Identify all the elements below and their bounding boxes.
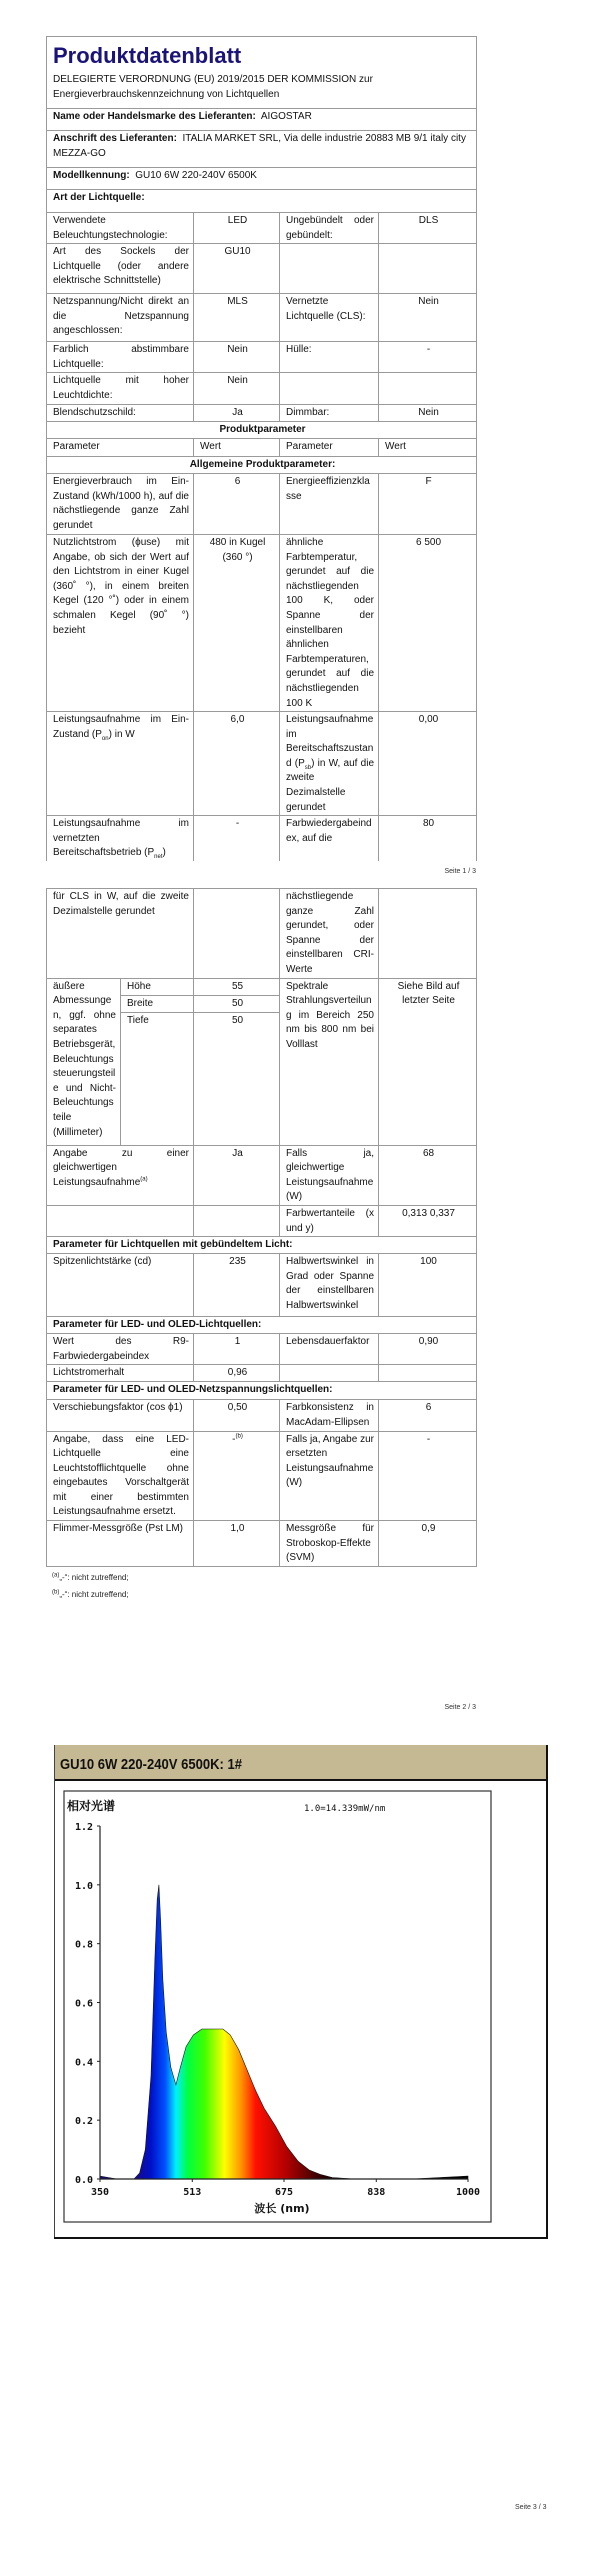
parameter-value: 6 <box>194 473 280 534</box>
parameter-label: Halbwertswinkel in Grad oder Spanne der einstellbaren Halbwertswinkel <box>280 1254 379 1317</box>
cell-text: ) in W <box>108 728 135 740</box>
parameter-label <box>280 1365 379 1382</box>
parameter-label: Verschiebungsfaktor (cos ϕ1) <box>47 1400 194 1431</box>
parameter-label: Farbwertanteile (x und y) <box>280 1205 379 1236</box>
product-datasheet-table-page-2 <box>46 888 477 1567</box>
header-cell <box>47 37 477 109</box>
light-source-type-row <box>47 190 477 213</box>
parameter-value: DLS <box>379 213 477 244</box>
table-row <box>47 1382 477 1400</box>
footnote-text: „-“: nicht zutreffend; <box>59 1573 129 1583</box>
parameter-label <box>280 712 379 816</box>
subscript: net <box>154 854 163 861</box>
cell-text: - <box>232 1433 236 1445</box>
parameter-label <box>280 373 379 405</box>
parameter-value: 0,00 <box>379 712 477 816</box>
supplier-label: Name oder Handelsmarke des Lieferanten: <box>53 111 256 122</box>
parameter-label: ähnliche Farbtemperatur, gerundet auf die nächstliegenden 100 K, oder Spanne der einstellbaren ähnlichen Farbtemperaturen, gerundet auf die nächstliegenden 100 K <box>280 534 379 711</box>
y-tick-label: 0.2 <box>74 2116 93 2128</box>
y-tick-label: 1.2 <box>74 1822 93 1833</box>
model-cell <box>47 168 477 190</box>
parameter-label: für CLS in W, auf die zweite Dezimalstelle gerundet <box>47 889 194 979</box>
address-row <box>47 131 477 168</box>
table-row <box>47 534 477 711</box>
parameter-label <box>280 244 379 294</box>
parameter-value: Wert <box>194 438 280 456</box>
model-value: GU10 6W 220-240V 6500K <box>135 170 257 181</box>
cell-text: Leistungsaufnahme im Ein-Zustand (P <box>53 714 189 740</box>
parameter-value: 6,0 <box>194 712 280 816</box>
footnote-mark: (a) <box>52 1572 60 1579</box>
parameter-label: Verwendete Beleuchtungstechnologie: <box>47 213 194 244</box>
parameter-label: Netzspannung/Nicht direkt an die Netzspannung angeschlossen: <box>47 294 194 342</box>
x-tick-label: 675 <box>274 2187 294 2198</box>
section-heading: Parameter für LED- und OLED-Netzspannungslichtquellen: <box>47 1382 477 1400</box>
parameter-label: Hülle: <box>280 342 379 373</box>
parameter-value: - <box>379 1431 477 1521</box>
parameter-value: - <box>379 342 477 373</box>
light-source-type-label: Art der Lichtquelle: <box>47 190 477 213</box>
table-row <box>47 816 477 861</box>
model-row <box>47 168 477 190</box>
parameter-label: Farbkonsistenz in MacAdam-Ellipsen <box>280 1400 379 1431</box>
dimension-name: Höhe <box>121 978 194 995</box>
dimension-name: Tiefe <box>121 1012 194 1145</box>
table-row <box>47 342 477 373</box>
table-row <box>47 712 477 816</box>
x-tick-label: 350 <box>90 2187 110 2198</box>
table-row <box>47 405 477 422</box>
parameter-value <box>379 244 477 294</box>
parameter-label: Lichtquelle mit hoher Leuchtdichte: <box>47 373 194 405</box>
footnote-ref: (a) <box>140 1176 148 1183</box>
page-1 <box>46 36 476 877</box>
parameter-value <box>194 1205 280 1236</box>
parameter-value: 0,96 <box>194 1365 280 1382</box>
model-label: Modellkennung: <box>53 170 130 181</box>
footnotes <box>52 1569 476 1603</box>
table-row <box>47 438 477 456</box>
parameter-value: 80 <box>379 816 477 861</box>
address-label: Anschrift des Lieferanten: <box>53 133 177 144</box>
parameter-label: Spektrale Strahlungsverteilung im Bereich 250 nm bis 800 nm bei Volllast <box>280 978 379 1145</box>
footnote <box>52 1569 476 1586</box>
parameter-value: Nein <box>194 373 280 405</box>
parameter-label: Falls ja, Angabe zur ersetzten Leistungsaufnahme (W) <box>280 1431 379 1521</box>
table-row <box>47 456 477 473</box>
x-axis-label: 波长 (nm) <box>254 2202 310 2215</box>
parameter-label: Angabe, dass eine LED-Lichtquelle eine Leuchtstofflichtquelle ohne eingebautes Vorschaltgerät mit einer bestimmten Leistungsaufnahme ersetzt. <box>47 1431 194 1521</box>
parameter-value: Nein <box>194 342 280 373</box>
y-tick-label: 0.8 <box>74 1939 93 1951</box>
parameter-value: 1,0 <box>194 1521 280 1567</box>
chart-title: GU10 6W 220-240V 6500K: 1# <box>60 1756 243 1773</box>
parameter-value <box>379 373 477 405</box>
parameter-label: Nutzlichtstrom (ϕuse) mit Angabe, ob sich der Wert auf den Lichtstrom in einer Kugel (360˚ °), in einem breiten Kegel (120 °˚) oder in einem schmalen Kegel (90˚ °) bezieht <box>47 534 194 711</box>
subscript: sb <box>304 764 312 771</box>
parameter-value <box>379 1365 477 1382</box>
parameter-value: Nein <box>379 405 477 422</box>
spectral-distribution-chart <box>54 1745 548 2239</box>
parameter-label <box>47 1205 194 1236</box>
cell-text: Angabe zu einer gleichwertigen Leistungsaufnahme <box>53 1147 189 1188</box>
parameter-value: Nein <box>379 294 477 342</box>
table-row <box>47 1431 477 1521</box>
page-title: Produktdatenblatt <box>53 43 242 68</box>
section-heading: Parameter für Lichtquellen mit gebündeltem Licht: <box>47 1237 477 1254</box>
parameter-value: 0,313 0,337 <box>379 1205 477 1236</box>
header-block <box>47 37 477 109</box>
supplier-row <box>47 109 477 131</box>
page-number: Seite 2 / 3 <box>444 1704 476 1712</box>
x-tick-label: 838 <box>367 2187 386 2198</box>
table-row <box>47 1237 477 1254</box>
parameter-value: 480 in Kugel (360 °) <box>194 534 280 711</box>
parameter-label: Messgröße für Stroboskop-Effekte (SVM) <box>280 1521 379 1567</box>
parameter-value: 0,50 <box>194 1400 280 1431</box>
table-row <box>47 244 477 294</box>
supplier-value: AIGOSTAR <box>260 111 312 122</box>
parameter-value: 235 <box>194 1254 280 1317</box>
chart-annotation: 1.0=14.339mW/nm <box>304 1804 386 1814</box>
parameter-value <box>194 889 280 979</box>
page-2 <box>46 888 476 1713</box>
table-row <box>47 473 477 534</box>
table-row <box>47 373 477 405</box>
parameter-value: F <box>379 473 477 534</box>
cell-text: Leistungsaufnahme im vernetzten Bereitschaftsbetrieb (P <box>53 818 189 859</box>
parameter-value: 0,90 <box>379 1334 477 1365</box>
parameter-label: Ungebündelt oder gebündelt: <box>280 213 379 244</box>
parameter-label: Energieverbrauch im Ein-Zustand (kWh/1000 h), auf die nächstliegende ganze Zahl gerundet <box>47 473 194 534</box>
dimension-value: 50 <box>194 995 280 1012</box>
parameter-value: Siehe Bild auf letzter Seite <box>379 978 477 1145</box>
table-row <box>47 422 477 439</box>
address-cell <box>47 131 477 168</box>
y-tick-label: 1.0 <box>74 1880 93 1892</box>
parameter-value: 1 <box>194 1334 280 1365</box>
parameter-label: Lichtstromerhalt <box>47 1365 194 1382</box>
parameter-label: Falls ja, gleichwertige Leistungsaufnahme (W) <box>280 1145 379 1205</box>
section-heading: Allgemeine Produktparameter: <box>47 456 477 473</box>
table-row <box>47 1317 477 1334</box>
parameter-label: Dimmbar: <box>280 405 379 422</box>
parameter-value: MLS <box>194 294 280 342</box>
table-row <box>47 294 477 342</box>
footnote-text: „-“: nicht zutreffend; <box>59 1590 129 1600</box>
parameter-label <box>47 1145 194 1205</box>
parameter-value <box>379 889 477 979</box>
parameter-value: 6 500 <box>379 534 477 711</box>
x-tick-label: 513 <box>183 2187 202 2198</box>
page-number: Seite 1 / 3 <box>444 868 476 876</box>
parameter-value: LED <box>194 213 280 244</box>
parameter-label: Parameter <box>47 438 194 456</box>
dimensions-label: äußere Abmessungen, ggf. ohne separates Betriebsgerät, Beleuchtungssteuerungsteile und Nicht-Beleuchtungsteile (Millimeter) <box>47 978 121 1145</box>
parameter-value: Ja <box>194 405 280 422</box>
parameter-value: GU10 <box>194 244 280 294</box>
parameter-label: nächstliegende ganze Zahl gerundet, oder Spanne der einstellbaren CRI-Werte <box>280 889 379 979</box>
table-row <box>47 213 477 244</box>
parameter-value: 68 <box>379 1145 477 1205</box>
table-row <box>47 1521 477 1567</box>
parameter-value: 6 <box>379 1400 477 1431</box>
parameter-value: Wert <box>379 438 477 456</box>
parameter-label <box>47 712 194 816</box>
parameter-label: Art des Sockels der Lichtquelle (oder andere elektrische Schnittstelle) <box>47 244 194 294</box>
section-heading: Parameter für LED- und OLED-Lichtquellen: <box>47 1317 477 1334</box>
footnote <box>52 1586 476 1603</box>
parameter-value: Ja <box>194 1145 280 1205</box>
cell-text: ) <box>162 847 166 859</box>
y-tick-label: 0.6 <box>74 1998 93 2010</box>
table-row <box>47 1145 477 1205</box>
cell-text: ) in W, auf die zweite Dezimalstelle gerundet <box>286 757 375 813</box>
parameter-label: Vernetzte Lichtquelle (CLS): <box>280 294 379 342</box>
parameter-label: Blendschutzschild: <box>47 405 194 422</box>
footnote-ref: (b) <box>235 1433 243 1440</box>
parameter-label: Farblich abstimmbare Lichtquelle: <box>47 342 194 373</box>
parameter-value: 0,9 <box>379 1521 477 1567</box>
parameter-label <box>47 816 194 861</box>
dimension-value: 55 <box>194 978 280 995</box>
table-row <box>47 889 477 979</box>
section-heading: Produktparameter <box>47 422 477 439</box>
parameter-label: Wert des R9-Farbwiedergabeindex <box>47 1334 194 1365</box>
table-row <box>47 1365 477 1382</box>
supplier-cell <box>47 109 477 131</box>
parameter-value: - <box>194 816 280 861</box>
footnote-mark: (b) <box>52 1589 60 1596</box>
dimensions-row <box>47 978 477 995</box>
table-row <box>47 1334 477 1365</box>
table-row <box>47 1205 477 1236</box>
dimension-value: 50 <box>194 1012 280 1145</box>
parameter-label: Spitzenlichtstärke (cd) <box>47 1254 194 1317</box>
y-axis-label: 相对光谱 <box>67 1799 116 1813</box>
y-tick-label: 0.4 <box>74 2057 93 2069</box>
dimension-name: Breite <box>121 995 194 1012</box>
cell-text: Leistungsaufnahme im Bereitschaftszustand (P <box>286 714 374 769</box>
x-tick-label: 1000 <box>455 2187 481 2198</box>
parameter-label: Farbwiedergabeindex, auf die <box>280 816 379 861</box>
table-row <box>47 1254 477 1317</box>
y-tick-label: 0.0 <box>74 2175 93 2186</box>
parameter-label: Parameter <box>280 438 379 456</box>
parameter-label: Lebensdauerfaktor <box>280 1334 379 1365</box>
parameter-label: Flimmer-Messgröße (Pst LM) <box>47 1521 194 1567</box>
parameter-value: 100 <box>379 1254 477 1317</box>
parameter-label: Energieeffizienzklasse <box>280 473 379 534</box>
address-value: ITALIA MARKET SRL, Via delle industrie 20883 MB 9/1 italy city MEZZA-GO <box>53 133 466 159</box>
table-row <box>47 1400 477 1431</box>
page-number: Seite 3 / 3 <box>515 2504 547 2511</box>
subscript: on <box>101 735 109 742</box>
product-datasheet-table-page-1 <box>46 36 477 861</box>
regulation-text: DELEGIERTE VERORDNUNG (EU) 2019/2015 DER KOMMISSION zur Energieverbrauchskennzeichnung von Lichtquellen <box>53 74 373 100</box>
parameter-value <box>194 1431 280 1521</box>
